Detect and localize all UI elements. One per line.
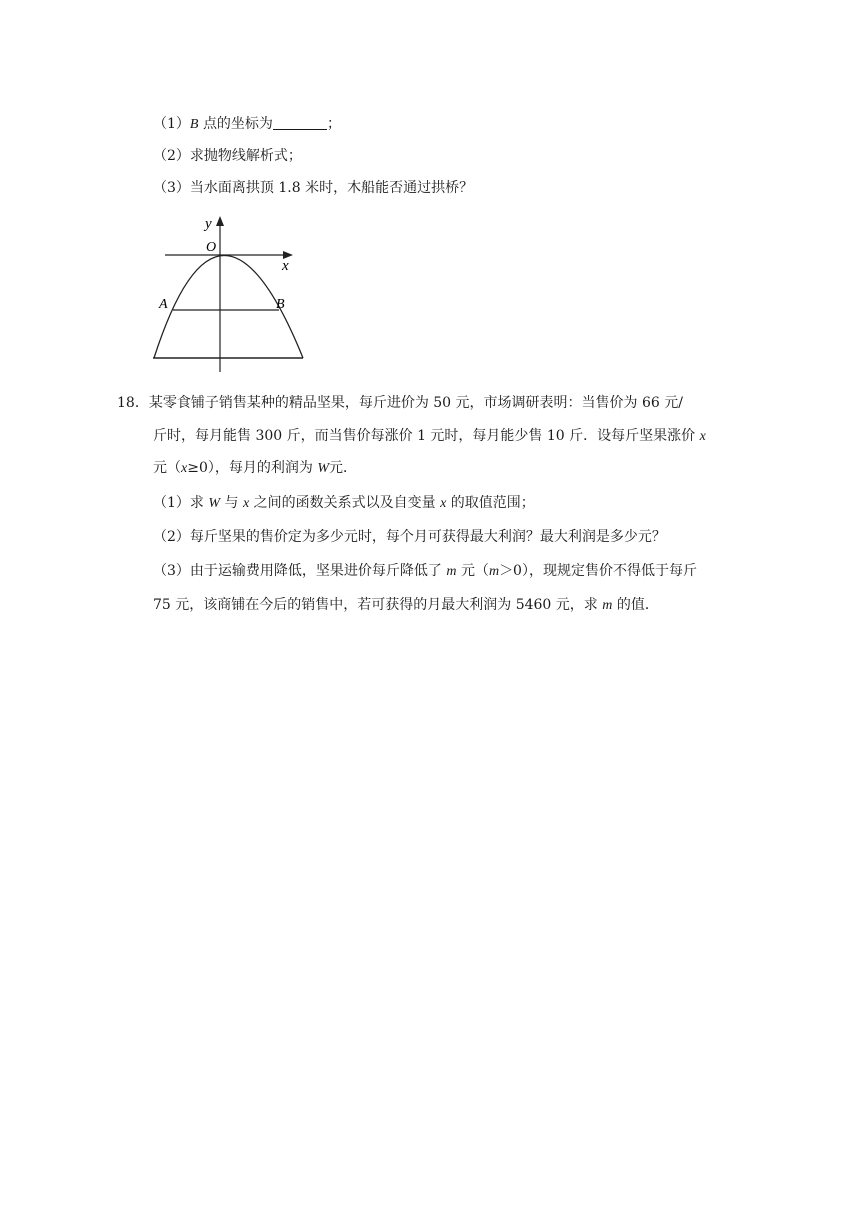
y-axis-arrow — [216, 216, 224, 226]
answer-blank — [273, 115, 327, 130]
q18-sub1-b: 与 — [224, 495, 239, 511]
q18-line1-text: 某零食铺子销售某种的精品坚果，每斤进价为 50 元，市场调研表明：当售价为 66 元/ — [148, 395, 683, 411]
q18-sub1-var3: x — [440, 496, 447, 511]
q18-sub3 — [153, 562, 697, 581]
q18-line3-var: x — [181, 461, 188, 476]
q18-line3-c: 元． — [328, 460, 357, 476]
q18-line3-var2: W — [317, 461, 329, 476]
q18-sub3-c: ＞0），现规定售价不得低于每斤 — [499, 563, 697, 579]
q18-sub3-a: （3）由于运输费用降低，坚果进价每斤降低了 — [153, 563, 442, 579]
parabola-figure — [145, 208, 315, 378]
q18-sub3-var2: m — [488, 564, 500, 579]
label-x: x — [282, 258, 289, 274]
q18-sub1-c: 之间的函数关系式以及自变量 — [253, 495, 436, 511]
q17-sub3: （3）当水面离拱顶 1.8 米时，木船能否通过拱桥？ — [153, 180, 474, 196]
q18-sub1 — [153, 494, 535, 513]
q18-line3-b: ≥0），每月的利润为 — [187, 460, 313, 476]
q18-sub3-var1: m — [446, 564, 457, 579]
q17-sub1-end: ； — [326, 116, 341, 132]
q17-sub1 — [153, 115, 341, 134]
q17-sub1-prefix: （1） — [153, 116, 190, 132]
q18-sub1-var2: x — [242, 496, 250, 511]
q18-sub3-line2 — [153, 596, 659, 615]
q18-sub3-line2-b: 的值． — [616, 597, 659, 613]
q18-sub1-a: （1）求 — [153, 495, 204, 511]
q17-sub1-text: 点的坐标为 — [202, 116, 273, 132]
q18-sub3-line2-var: m — [602, 598, 613, 613]
q17-sub2: （2）求抛物线解析式； — [153, 148, 302, 164]
label-o: O — [206, 240, 217, 255]
q18-sub3-line2-a: 75 元，该商铺在今后的销售中，若可获得的月最大利润为 5460 元，求 — [153, 597, 598, 613]
q17-sub1-var: B — [189, 117, 199, 132]
q18-line3-a: 元（ — [153, 460, 181, 476]
q18-sub1-var1: W — [208, 496, 221, 511]
label-y: y — [205, 216, 212, 232]
q18-line2-text: 斤时，每月能售 300 斤，而当售价每涨价 1 元时，每月能少售 10 斤．设每斤坚果涨价 — [153, 428, 696, 444]
q18-line2-var: x — [699, 429, 706, 444]
q18-number: 18． — [117, 395, 149, 411]
q18-sub3-b: 元（ — [460, 563, 489, 579]
q18-sub1-d: 的取值范围； — [450, 495, 535, 511]
q18-line1 — [117, 394, 683, 412]
q18-sub2: （2）每斤坚果的售价定为多少元时，每个月可获得最大利润？最大利润是多少元？ — [153, 529, 666, 545]
label-a: A — [159, 297, 168, 312]
q18-line3 — [153, 459, 357, 478]
label-b: B — [276, 297, 285, 312]
q18-line2 — [153, 427, 706, 446]
